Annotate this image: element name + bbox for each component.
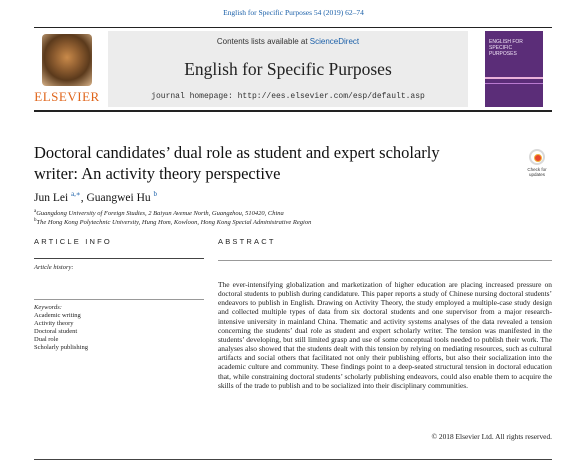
author-name[interactable]: Jun Lei [34,191,69,204]
keyword-item: Academic writing [34,312,81,319]
abstract-heading: ABSTRACT [218,237,276,246]
author-list: Jun Lei $^{a,∗}$, Guangwei Hu $^b$ [34,190,158,204]
check-for-updates-badge[interactable] [523,149,551,179]
affiliation-text: The Hong Kong Polytechnic University, Hung Hom, Kowloon, Hong Kong Special Administrative Region [36,219,312,227]
cover-stripe [485,77,543,79]
check-updates-icon [529,149,545,165]
keyword-item: Activity theory [34,320,74,327]
cover-title: ENGLISH FOR SPECIFIC PURPOSES [489,39,523,57]
homepage-line [108,92,468,101]
keyword-item: Dual role [34,336,59,343]
elsevier-wordmark: ELSEVIER [34,89,100,104]
article-info-heading: ARTICLE INFO [34,237,112,246]
header-divider [34,110,552,112]
bottom-divider [34,459,552,460]
check-updates-label: Check for updates [527,167,547,177]
contents-prefix: Contents lists available at [216,37,310,46]
contents-line [108,37,468,46]
affiliation [34,218,311,226]
history-divider [34,299,204,300]
affiliation-mark: a [34,209,37,214]
elsevier-logo[interactable] [34,32,100,106]
author-marks[interactable]: a,∗ [71,190,81,198]
journal-cover-thumbnail[interactable] [485,31,543,107]
author-marks[interactable]: b [153,190,158,198]
abstract-divider [218,260,552,261]
affiliation-text: Guangdong University of Foreign Studies, 2 Baiyun Avenue North, Guangzhou, 510420, China [36,210,284,218]
section-divider [34,258,204,259]
affiliation [34,209,284,217]
cover-stripe [485,83,543,84]
copyright-notice: © 2018 Elsevier Ltd. All rights reserved. [431,432,552,441]
homepage-url[interactable]: http://ees.elsevier.com/esp/default.asp [237,92,425,101]
sciencedirect-link[interactable]: ScienceDirect [309,37,360,46]
article-title: Doctoral candidates’ dual role as student and expert scholarly writer: An activity theory perspective [34,143,440,183]
author-name[interactable]: Guangwei Hu [86,191,151,204]
top-divider [34,27,552,28]
elsevier-tree-icon [42,34,92,86]
keyword-item: Scholarly publishing [34,344,88,351]
keywords-label: Keywords: [34,304,62,311]
article-history-label: Article history: [34,264,74,271]
abstract-text: The ever-intensifying globalization and marketization of higher education are placing increased pressure on doctoral students to publish during candidature. This paper reports a study of Chinese nursing doctoral students’ endeavors to publish in English. Drawing on Activity Theory, the study employed a multiple-case study design and collected multiple types of data from six doctoral students and one supervisor from a major research-intensive university in mainland China. Thematic and activity systems analyses of the data revealed a tension concerning the students’ dual role as student and expert scholarly writer. The tension was manifested in the students’ developing, but still limited grasp and use of some conceptual tools needed to publish their work. The analyses also showed that the students dealt with this tension by relying on mediating resources, such as cultural artifacts and social others that facilitated not only their publishing efforts, but also their socialization into the academic culture and community. These findings point to a deep-seated structural tension in doctoral education that, while constraining doctoral students’ scholarly publishing endeavors, could also enable them to acquire the skills of the trade to publish and to be socialized into their disciplinary communities. [218,280,552,390]
journal-title: English for Specific Purposes [184,59,392,79]
journal-citation[interactable]: English for Specific Purposes 54 (2019) 62–74 [223,8,364,17]
journal-header [108,31,468,107]
affiliation-mark: b [34,218,37,223]
homepage-prefix: journal homepage: [151,92,238,101]
keyword-list [34,312,88,352]
keyword-item: Doctoral student [34,328,78,335]
